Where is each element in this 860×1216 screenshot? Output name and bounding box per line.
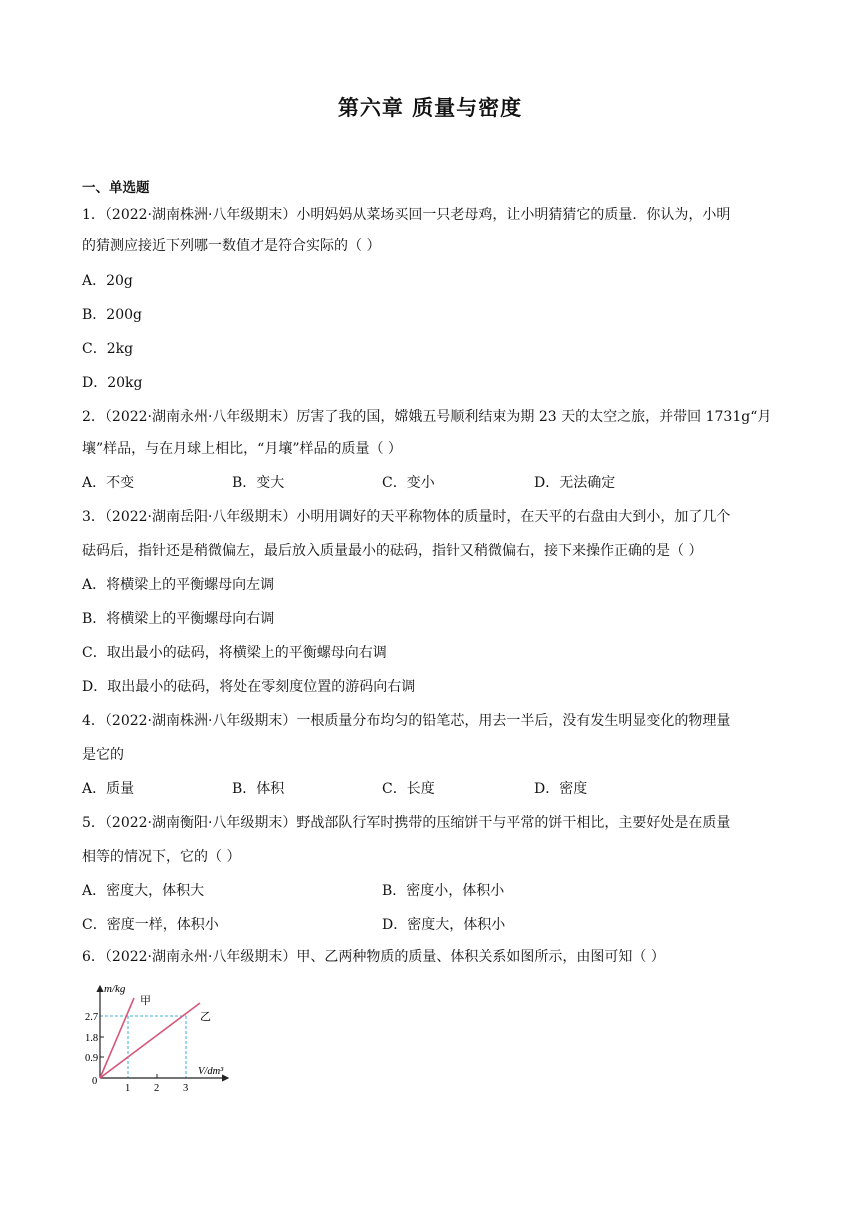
question-4-stem-line-2: 是它的 <box>82 747 124 763</box>
question-1-stem-line-1: 1．（2022·湖南株洲·八年级期末）小明妈妈从菜场买回一只老母鸡，让小明猜猜它的质量．你认为，小明 <box>82 207 731 223</box>
question-1-option-b[interactable]: B．200g <box>82 307 142 323</box>
y-tick-label-2-7: 2.7 <box>85 1012 99 1023</box>
page-title: 第六章 质量与密度 <box>337 96 523 120</box>
question-6-stem-line-1: 6．（2022·湖南永州·八年级期末）甲、乙两种物质的质量、体积关系如图所示，由图可知（ ） <box>82 949 665 965</box>
x-axis-label: V/dm³ <box>198 1066 224 1077</box>
question-2-stem-line-1: 2．（2022·湖南永州·八年级期末）厉害了我的国，嫦娥五号顺利结束为期 23 天的太空之旅，并带回 1731g“月 <box>82 409 772 425</box>
question-3-option-a[interactable]: A．将横梁上的平衡螺母向左调 <box>82 577 275 593</box>
question-1-option-c[interactable]: C．2kg <box>82 341 134 357</box>
question-5-option-c[interactable]: C．密度一样，体积小 <box>82 917 219 933</box>
y-tick-label-0-9: 0.9 <box>85 1053 99 1064</box>
y-axis-label: m/kg <box>104 983 126 995</box>
x-tick-label-1: 1 <box>125 1083 131 1094</box>
origin-label: 0 <box>92 1076 98 1087</box>
question-5-option-a[interactable]: A．密度大，体积大 <box>82 883 205 899</box>
series-line-yi <box>100 1003 200 1078</box>
question-5-option-d[interactable]: D．密度大，体积小 <box>382 917 506 933</box>
x-tick-label-3: 3 <box>183 1083 189 1094</box>
y-tick-label-1-8: 1.8 <box>85 1033 99 1044</box>
series-label-jia: 甲 <box>140 995 151 1007</box>
question-1-option-d[interactable]: D．20kg <box>82 375 143 391</box>
question-1-option-a[interactable]: A．20g <box>82 273 133 289</box>
question-3-option-d[interactable]: D．取出最小的砝码，将处在零刻度位置的游码向右调 <box>82 679 416 695</box>
series-label-yi: 乙 <box>200 1011 211 1023</box>
question-2-option-b[interactable]: B．变大 <box>232 475 285 491</box>
question-2-option-a[interactable]: A．不变 <box>82 475 135 491</box>
question-4-option-c[interactable]: C．长度 <box>382 781 435 797</box>
question-2-option-d[interactable]: D．无法确定 <box>534 475 616 491</box>
section-heading: 一、单选题 <box>82 180 150 196</box>
question-2-option-c[interactable]: C．变小 <box>382 475 435 491</box>
x-tick-label-2: 2 <box>154 1083 160 1094</box>
question-3-stem-line-1: 3．（2022·湖南岳阳·八年级期末）小明用调好的天平称物体的质量时，在天平的右盘由大到小，加了几个 <box>82 509 731 525</box>
question-3-option-c[interactable]: C．取出最小的砝码，将横梁上的平衡螺母向右调 <box>82 645 387 661</box>
question-5-stem-line-2: 相等的情况下，它的（ ） <box>82 849 241 865</box>
question-1-stem-line-2: 的猜测应接近下列哪一数值才是符合实际的（ ） <box>82 238 381 254</box>
question-4-option-d[interactable]: D．密度 <box>534 781 588 797</box>
question-3-stem-line-2: 砝码后，指针还是稍微偏左，最后放入质量最小的砝码，指针又稍微偏右，接下来操作正确的是（ ） <box>82 543 703 559</box>
question-5-stem-line-1: 5．（2022·湖南衡阳·八年级期末）野战部队行军时携带的压缩饼干与平常的饼干相比，主要好处是在质量 <box>82 815 731 831</box>
mass-volume-graph <box>85 978 238 1098</box>
question-4-option-a[interactable]: A．质量 <box>82 781 135 797</box>
question-5-option-b[interactable]: B．密度小，体积小 <box>382 883 505 899</box>
question-4-option-b[interactable]: B．体积 <box>232 781 285 797</box>
question-2-stem-line-2: 壤”样品，与在月球上相比，“月壤”样品的质量（ ） <box>82 441 402 457</box>
question-3-option-b[interactable]: B．将横梁上的平衡螺母向右调 <box>82 611 275 627</box>
question-4-stem-line-1: 4．（2022·湖南株洲·八年级期末）一根质量分布均匀的铅笔芯，用去一半后，没有发生明显变化的物理量 <box>82 713 731 729</box>
